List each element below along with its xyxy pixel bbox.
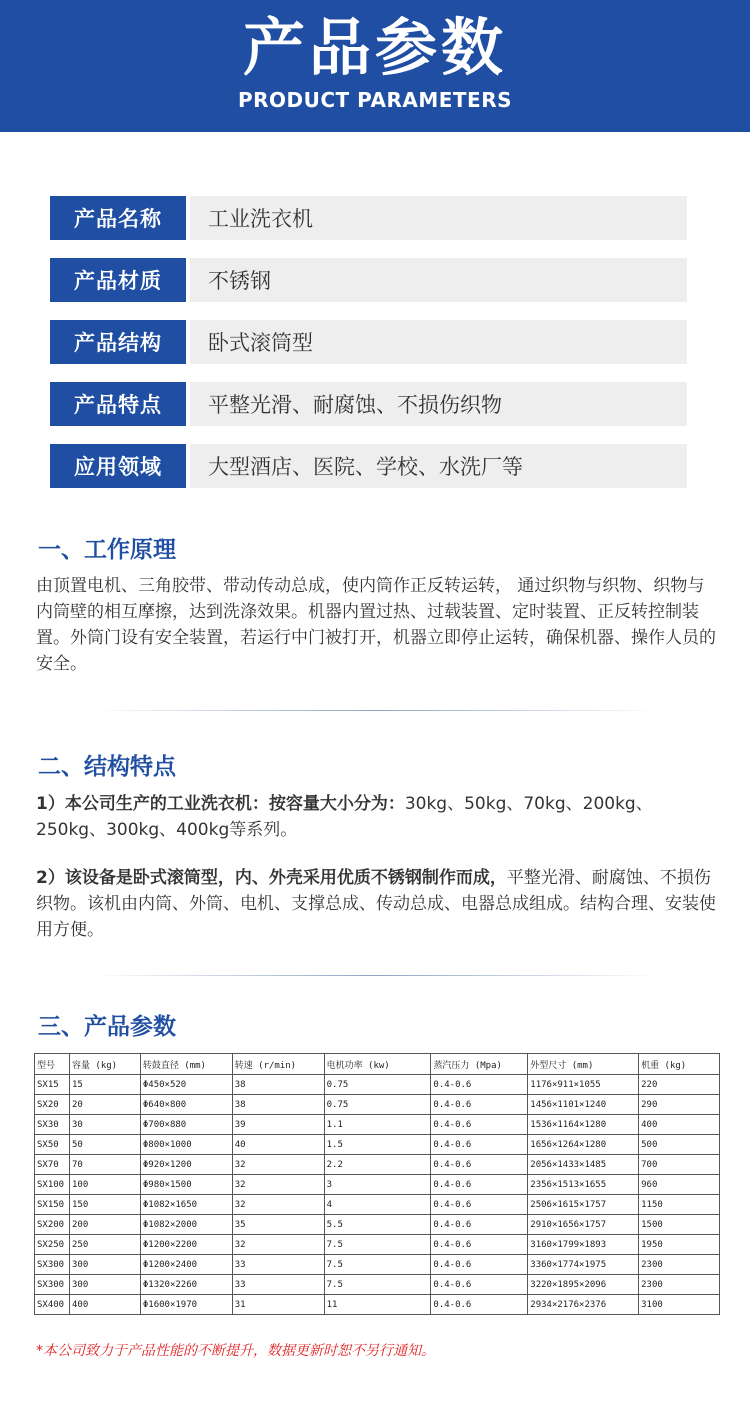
table-cell: 33: [232, 1255, 324, 1275]
table-cell: 1456×1101×1240: [528, 1095, 639, 1115]
table-cell: 0.75: [324, 1095, 431, 1115]
table-row: [35, 1275, 720, 1295]
table-cell: 2300: [639, 1275, 720, 1295]
table-cell: 2.2: [324, 1155, 431, 1175]
table-cell: 400: [69, 1295, 140, 1315]
table-cell: 32: [232, 1235, 324, 1255]
table-cell: 5.5: [324, 1215, 431, 1235]
table-cell: SX30: [35, 1115, 70, 1135]
structure-p2-rest: 平整光滑、耐腐蚀、不损伤织物。该机由内筒、外筒、电机、支撑总成、传动总成、电器总成组成。结构合理、安装使用方便。: [36, 868, 716, 940]
table-cell: 300: [69, 1275, 140, 1295]
table-row: [35, 1175, 720, 1195]
table-cell: 0.4-0.6: [431, 1215, 528, 1235]
table-header-cell: 电机功率 (kw): [324, 1054, 431, 1075]
table-cell: Φ1320×2260: [140, 1275, 232, 1295]
structure-p1-rest: 30kg、50kg、70kg、200kg、250kg、300kg、400kg等系列。: [36, 794, 653, 840]
table-cell: 200: [69, 1215, 140, 1235]
table-cell: Φ700×880: [140, 1115, 232, 1135]
table-cell: 0.4-0.6: [431, 1275, 528, 1295]
table-cell: 3220×1895×2096: [528, 1275, 639, 1295]
table-cell: SX400: [35, 1295, 70, 1315]
param-row-features: [50, 382, 687, 426]
table-cell: 2506×1615×1757: [528, 1195, 639, 1215]
table-cell: 300: [69, 1255, 140, 1275]
section-title-structure: 二、结构特点: [38, 754, 176, 780]
table-cell: 32: [232, 1175, 324, 1195]
table-cell: 0.4-0.6: [431, 1175, 528, 1195]
table-cell: 0.4-0.6: [431, 1255, 528, 1275]
table-cell: 100: [69, 1175, 140, 1195]
table-row: [35, 1075, 720, 1095]
table-cell: 2934×2176×2376: [528, 1295, 639, 1315]
param-label: 产品材质: [50, 258, 186, 302]
table-cell: Φ640×800: [140, 1095, 232, 1115]
param-value: 大型酒店、医院、学校、水洗厂等: [190, 444, 687, 488]
table-cell: 15: [69, 1075, 140, 1095]
table-cell: 20: [69, 1095, 140, 1115]
table-cell: 3: [324, 1175, 431, 1195]
table-cell: 220: [639, 1075, 720, 1095]
structure-p2-bold: 2）该设备是卧式滚筒型，内、外壳采用优质不锈钢制作而成，: [36, 868, 507, 888]
param-row-structure: [50, 320, 687, 364]
table-cell: Φ980×1500: [140, 1175, 232, 1195]
header-banner: [0, 0, 750, 132]
section-title-parameters: 三、产品参数: [38, 1014, 176, 1040]
table-cell: 1.5: [324, 1135, 431, 1155]
param-value: 工业洗衣机: [190, 196, 687, 240]
table-cell: SX100: [35, 1175, 70, 1195]
table-cell: 500: [639, 1135, 720, 1155]
table-cell: SX20: [35, 1095, 70, 1115]
table-row: [35, 1155, 720, 1175]
table-cell: Φ920×1200: [140, 1155, 232, 1175]
table-cell: 0.4-0.6: [431, 1295, 528, 1315]
table-header-row: [35, 1054, 720, 1075]
structure-p1-bold: 1）本公司生产的工业洗衣机：按容量大小分为：: [36, 794, 405, 814]
table-cell: 250: [69, 1235, 140, 1255]
table-cell: 40: [232, 1135, 324, 1155]
table-cell: 2056×1433×1485: [528, 1155, 639, 1175]
table-cell: 11: [324, 1295, 431, 1315]
table-cell: 3360×1774×1975: [528, 1255, 639, 1275]
banner-title: 产品参数: [242, 11, 507, 84]
table-cell: 1500: [639, 1215, 720, 1235]
table-cell: 7.5: [324, 1255, 431, 1275]
table-cell: Φ800×1000: [140, 1135, 232, 1155]
table-row: [35, 1115, 720, 1135]
table-cell: 7.5: [324, 1275, 431, 1295]
table-row: [35, 1295, 720, 1315]
table-cell: 32: [232, 1195, 324, 1215]
table-row: [35, 1255, 720, 1275]
param-row-name: [50, 196, 687, 240]
param-label: 产品结构: [50, 320, 186, 364]
table-cell: Φ1200×2200: [140, 1235, 232, 1255]
table-cell: 1176×911×1055: [528, 1075, 639, 1095]
table-cell: SX15: [35, 1075, 70, 1095]
table-cell: 1150: [639, 1195, 720, 1215]
table-cell: Φ1082×2000: [140, 1215, 232, 1235]
table-cell: 960: [639, 1175, 720, 1195]
table-cell: SX150: [35, 1195, 70, 1215]
table-cell: 0.4-0.6: [431, 1135, 528, 1155]
table-row: [35, 1195, 720, 1215]
table-header-cell: 外型尺寸 (mm): [528, 1054, 639, 1075]
section-divider: [90, 975, 660, 976]
table-cell: 150: [69, 1195, 140, 1215]
table-cell: 70: [69, 1155, 140, 1175]
table-header-cell: 转速 (r/min): [232, 1054, 324, 1075]
param-value: 不锈钢: [190, 258, 687, 302]
table-cell: 400: [639, 1115, 720, 1135]
banner-subtitle: PRODUCT PARAMETERS: [237, 88, 513, 112]
table-cell: 1656×1264×1280: [528, 1135, 639, 1155]
table-cell: 35: [232, 1215, 324, 1235]
structure-paragraph-2: [36, 865, 720, 943]
table-cell: 0.4-0.6: [431, 1235, 528, 1255]
table-header-cell: 转鼓直径 (mm): [140, 1054, 232, 1075]
table-cell: 0.4-0.6: [431, 1155, 528, 1175]
table-row: [35, 1095, 720, 1115]
table-cell: 2910×1656×1757: [528, 1215, 639, 1235]
table-cell: 2356×1513×1655: [528, 1175, 639, 1195]
principle-text: 由顶置电机、三角胶带、带动传动总成，使内筒作正反转运转， 通过织物与织物、织物与内筒壁的相互摩擦，达到洗涤效果。机器内置过热、过载装置、定时装置、正反转控制装置。外筒门设有安全装置，若运行中门被打开，机器立即停止运转，确保机器、操作人员的安全。: [36, 576, 716, 674]
param-label: 产品特点: [50, 382, 186, 426]
table-cell: Φ450×520: [140, 1075, 232, 1095]
table-cell: SX70: [35, 1155, 70, 1175]
section-divider: [90, 710, 660, 711]
table-cell: 0.4-0.6: [431, 1095, 528, 1115]
table-header-cell: 型号: [35, 1054, 70, 1075]
table-cell: 700: [639, 1155, 720, 1175]
table-cell: SX50: [35, 1135, 70, 1155]
param-label: 产品名称: [50, 196, 186, 240]
table-cell: Φ1600×1970: [140, 1295, 232, 1315]
param-label: 应用领域: [50, 444, 186, 488]
table-row: [35, 1235, 720, 1255]
param-list: [50, 196, 687, 506]
table-cell: 38: [232, 1075, 324, 1095]
section-title-principle: 一、工作原理: [38, 537, 176, 563]
spec-table: [34, 1053, 720, 1315]
table-cell: 0.4-0.6: [431, 1115, 528, 1135]
table-cell: Φ1082×1650: [140, 1195, 232, 1215]
table-cell: 1950: [639, 1235, 720, 1255]
table-cell: 0.4-0.6: [431, 1195, 528, 1215]
structure-paragraph-1: [36, 791, 720, 843]
table-cell: 1.1: [324, 1115, 431, 1135]
table-row: [35, 1215, 720, 1235]
table-cell: 0.4-0.6: [431, 1075, 528, 1095]
disclaimer-note: *本公司致力于产品性能的不断提升，数据更新时恕不另行通知。: [36, 1343, 435, 1359]
table-cell: SX200: [35, 1215, 70, 1235]
param-value: 平整光滑、耐腐蚀、不损伤织物: [190, 382, 687, 426]
param-row-application: [50, 444, 687, 488]
table-cell: 39: [232, 1115, 324, 1135]
table-cell: 4: [324, 1195, 431, 1215]
table-cell: 7.5: [324, 1235, 431, 1255]
table-cell: 50: [69, 1135, 140, 1155]
table-cell: 2300: [639, 1255, 720, 1275]
table-cell: 0.75: [324, 1075, 431, 1095]
table-cell: 290: [639, 1095, 720, 1115]
table-cell: SX250: [35, 1235, 70, 1255]
table-cell: 1536×1164×1280: [528, 1115, 639, 1135]
table-cell: 3100: [639, 1295, 720, 1315]
param-value: 卧式滚筒型: [190, 320, 687, 364]
table-cell: 33: [232, 1275, 324, 1295]
table-cell: SX300: [35, 1275, 70, 1295]
param-row-material: [50, 258, 687, 302]
table-header-cell: 容量 (kg): [69, 1054, 140, 1075]
table-header-cell: 蒸汽压力 (Mpa): [431, 1054, 528, 1075]
table-cell: 31: [232, 1295, 324, 1315]
table-cell: Φ1200×2400: [140, 1255, 232, 1275]
table-cell: 30: [69, 1115, 140, 1135]
table-row: [35, 1135, 720, 1155]
table-cell: 38: [232, 1095, 324, 1115]
table-header-cell: 机重 (kg): [639, 1054, 720, 1075]
table-cell: SX300: [35, 1255, 70, 1275]
table-cell: 32: [232, 1155, 324, 1175]
table-cell: 3160×1799×1893: [528, 1235, 639, 1255]
